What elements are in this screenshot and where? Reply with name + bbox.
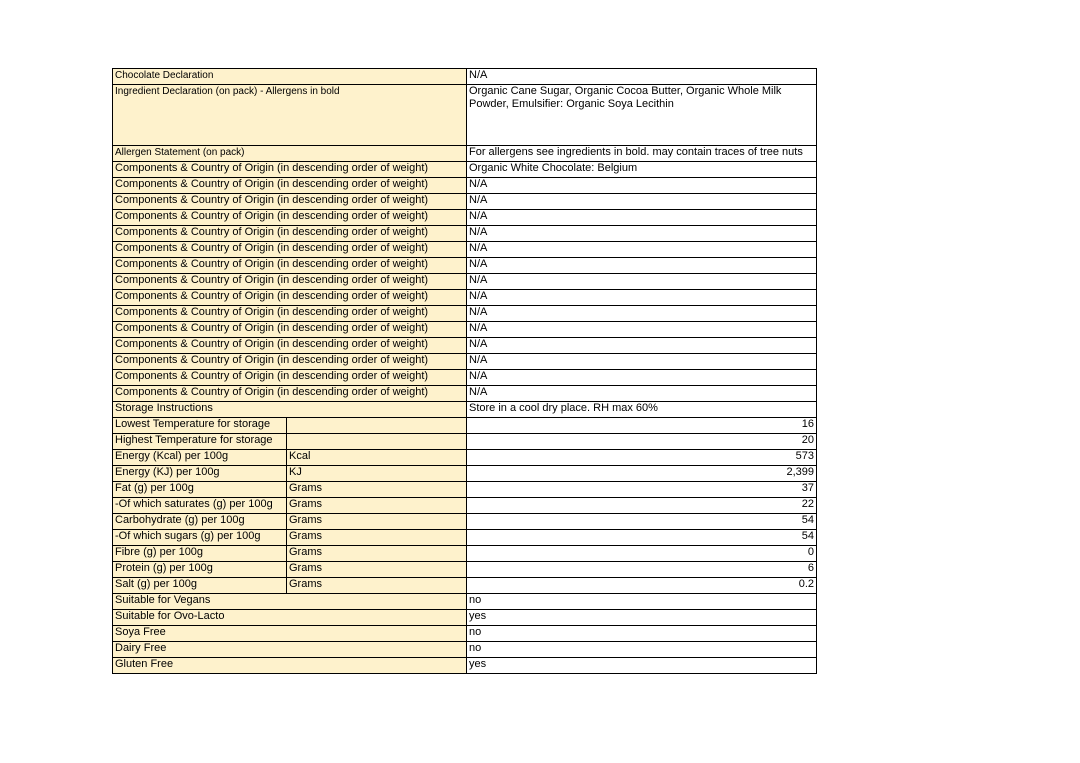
- nutrition-row: [113, 514, 817, 530]
- storage-label: Storage Instructions: [113, 402, 467, 418]
- nutrition-row: [113, 498, 817, 514]
- suitability-row: [113, 642, 817, 658]
- nutrition-row: [113, 418, 817, 434]
- component-value: N/A: [467, 338, 817, 354]
- component-label: Components & Country of Origin (in descending order of weight): [113, 386, 467, 402]
- nutrition-label: Salt (g) per 100g: [113, 578, 287, 594]
- nutrition-label: Lowest Temperature for storage: [113, 418, 287, 434]
- nutrition-unit: Kcal: [287, 450, 467, 466]
- component-label: Components & Country of Origin (in descending order of weight): [113, 370, 467, 386]
- row-label: Allergen Statement (on pack): [113, 146, 467, 162]
- component-row: [113, 370, 817, 386]
- component-label: Components & Country of Origin (in descending order of weight): [113, 210, 467, 226]
- nutrition-unit: KJ: [287, 466, 467, 482]
- component-value: Organic White Chocolate: Belgium: [467, 162, 817, 178]
- component-value: N/A: [467, 210, 817, 226]
- storage-row: [113, 402, 817, 418]
- nutrition-row: [113, 466, 817, 482]
- suitability-label: Suitable for Ovo-Lacto: [113, 610, 467, 626]
- suitability-label: Gluten Free: [113, 658, 467, 674]
- nutrition-label: Energy (Kcal) per 100g: [113, 450, 287, 466]
- suitability-label: Suitable for Vegans: [113, 594, 467, 610]
- suitability-value: no: [467, 642, 817, 658]
- component-row: [113, 354, 817, 370]
- nutrition-row: [113, 482, 817, 498]
- nutrition-value: 0: [467, 546, 817, 562]
- component-row: [113, 338, 817, 354]
- nutrition-value: 2,399: [467, 466, 817, 482]
- nutrition-label: Fat (g) per 100g: [113, 482, 287, 498]
- nutrition-label: Highest Temperature for storage: [113, 434, 287, 450]
- component-label: Components & Country of Origin (in descending order of weight): [113, 242, 467, 258]
- component-label: Components & Country of Origin (in descending order of weight): [113, 306, 467, 322]
- component-row: [113, 194, 817, 210]
- nutrition-value: 54: [467, 530, 817, 546]
- nutrition-unit: Grams: [287, 498, 467, 514]
- declaration-row: [113, 69, 817, 85]
- component-value: N/A: [467, 370, 817, 386]
- declaration-row: [113, 85, 817, 146]
- nutrition-label: Carbohydrate (g) per 100g: [113, 514, 287, 530]
- component-value: N/A: [467, 354, 817, 370]
- nutrition-row: [113, 578, 817, 594]
- component-row: [113, 178, 817, 194]
- component-label: Components & Country of Origin (in descending order of weight): [113, 258, 467, 274]
- suitability-row: [113, 610, 817, 626]
- suitability-value: yes: [467, 610, 817, 626]
- nutrition-row: [113, 450, 817, 466]
- component-label: Components & Country of Origin (in descending order of weight): [113, 274, 467, 290]
- declaration-row: [113, 146, 817, 162]
- nutrition-value: 54: [467, 514, 817, 530]
- component-value: N/A: [467, 226, 817, 242]
- component-row: [113, 210, 817, 226]
- component-row: [113, 226, 817, 242]
- component-value: N/A: [467, 386, 817, 402]
- component-label: Components & Country of Origin (in descending order of weight): [113, 322, 467, 338]
- nutrition-value: 0.2: [467, 578, 817, 594]
- component-row: [113, 306, 817, 322]
- component-row: [113, 290, 817, 306]
- component-value: N/A: [467, 274, 817, 290]
- nutrition-label: Protein (g) per 100g: [113, 562, 287, 578]
- nutrition-unit: Grams: [287, 546, 467, 562]
- row-label: Chocolate Declaration: [113, 69, 467, 85]
- nutrition-unit: Grams: [287, 562, 467, 578]
- component-row: [113, 274, 817, 290]
- suitability-value: no: [467, 594, 817, 610]
- suitability-row: [113, 658, 817, 674]
- product-spec-table: [112, 68, 817, 674]
- component-label: Components & Country of Origin (in descending order of weight): [113, 178, 467, 194]
- component-label: Components & Country of Origin (in descending order of weight): [113, 338, 467, 354]
- suitability-label: Dairy Free: [113, 642, 467, 658]
- suitability-value: no: [467, 626, 817, 642]
- nutrition-value: 6: [467, 562, 817, 578]
- nutrition-unit: Grams: [287, 578, 467, 594]
- nutrition-row: [113, 562, 817, 578]
- component-label: Components & Country of Origin (in descending order of weight): [113, 354, 467, 370]
- row-value: Organic Cane Sugar, Organic Cocoa Butter, Organic Whole Milk Powder, Emulsifier: Organic Soya Lecithin: [467, 85, 817, 146]
- row-label: Ingredient Declaration (on pack) - Allergens in bold: [113, 85, 467, 146]
- suitability-label: Soya Free: [113, 626, 467, 642]
- component-row: [113, 242, 817, 258]
- nutrition-row: [113, 530, 817, 546]
- component-value: N/A: [467, 178, 817, 194]
- nutrition-label: -Of which sugars (g) per 100g: [113, 530, 287, 546]
- nutrition-unit: [287, 434, 467, 450]
- nutrition-unit: [287, 418, 467, 434]
- component-value: N/A: [467, 290, 817, 306]
- suitability-row: [113, 626, 817, 642]
- component-row: [113, 322, 817, 338]
- component-label: Components & Country of Origin (in descending order of weight): [113, 194, 467, 210]
- component-value: N/A: [467, 194, 817, 210]
- nutrition-row: [113, 434, 817, 450]
- row-value: N/A: [467, 69, 817, 85]
- row-value: For allergens see ingredients in bold. may contain traces of tree nuts: [467, 146, 817, 162]
- nutrition-value: 20: [467, 434, 817, 450]
- nutrition-label: -Of which saturates (g) per 100g: [113, 498, 287, 514]
- component-value: N/A: [467, 322, 817, 338]
- component-row: [113, 386, 817, 402]
- nutrition-value: 37: [467, 482, 817, 498]
- component-value: N/A: [467, 258, 817, 274]
- nutrition-unit: Grams: [287, 482, 467, 498]
- nutrition-unit: Grams: [287, 530, 467, 546]
- nutrition-value: 573: [467, 450, 817, 466]
- suitability-row: [113, 594, 817, 610]
- storage-value: Store in a cool dry place. RH max 60%: [467, 402, 817, 418]
- component-label: Components & Country of Origin (in descending order of weight): [113, 290, 467, 306]
- nutrition-value: 22: [467, 498, 817, 514]
- suitability-value: yes: [467, 658, 817, 674]
- nutrition-label: Fibre (g) per 100g: [113, 546, 287, 562]
- component-value: N/A: [467, 242, 817, 258]
- component-row: [113, 258, 817, 274]
- nutrition-row: [113, 546, 817, 562]
- component-label: Components & Country of Origin (in descending order of weight): [113, 226, 467, 242]
- component-label: Components & Country of Origin (in descending order of weight): [113, 162, 467, 178]
- component-row: [113, 162, 817, 178]
- nutrition-unit: Grams: [287, 514, 467, 530]
- nutrition-label: Energy (KJ) per 100g: [113, 466, 287, 482]
- component-value: N/A: [467, 306, 817, 322]
- nutrition-value: 16: [467, 418, 817, 434]
